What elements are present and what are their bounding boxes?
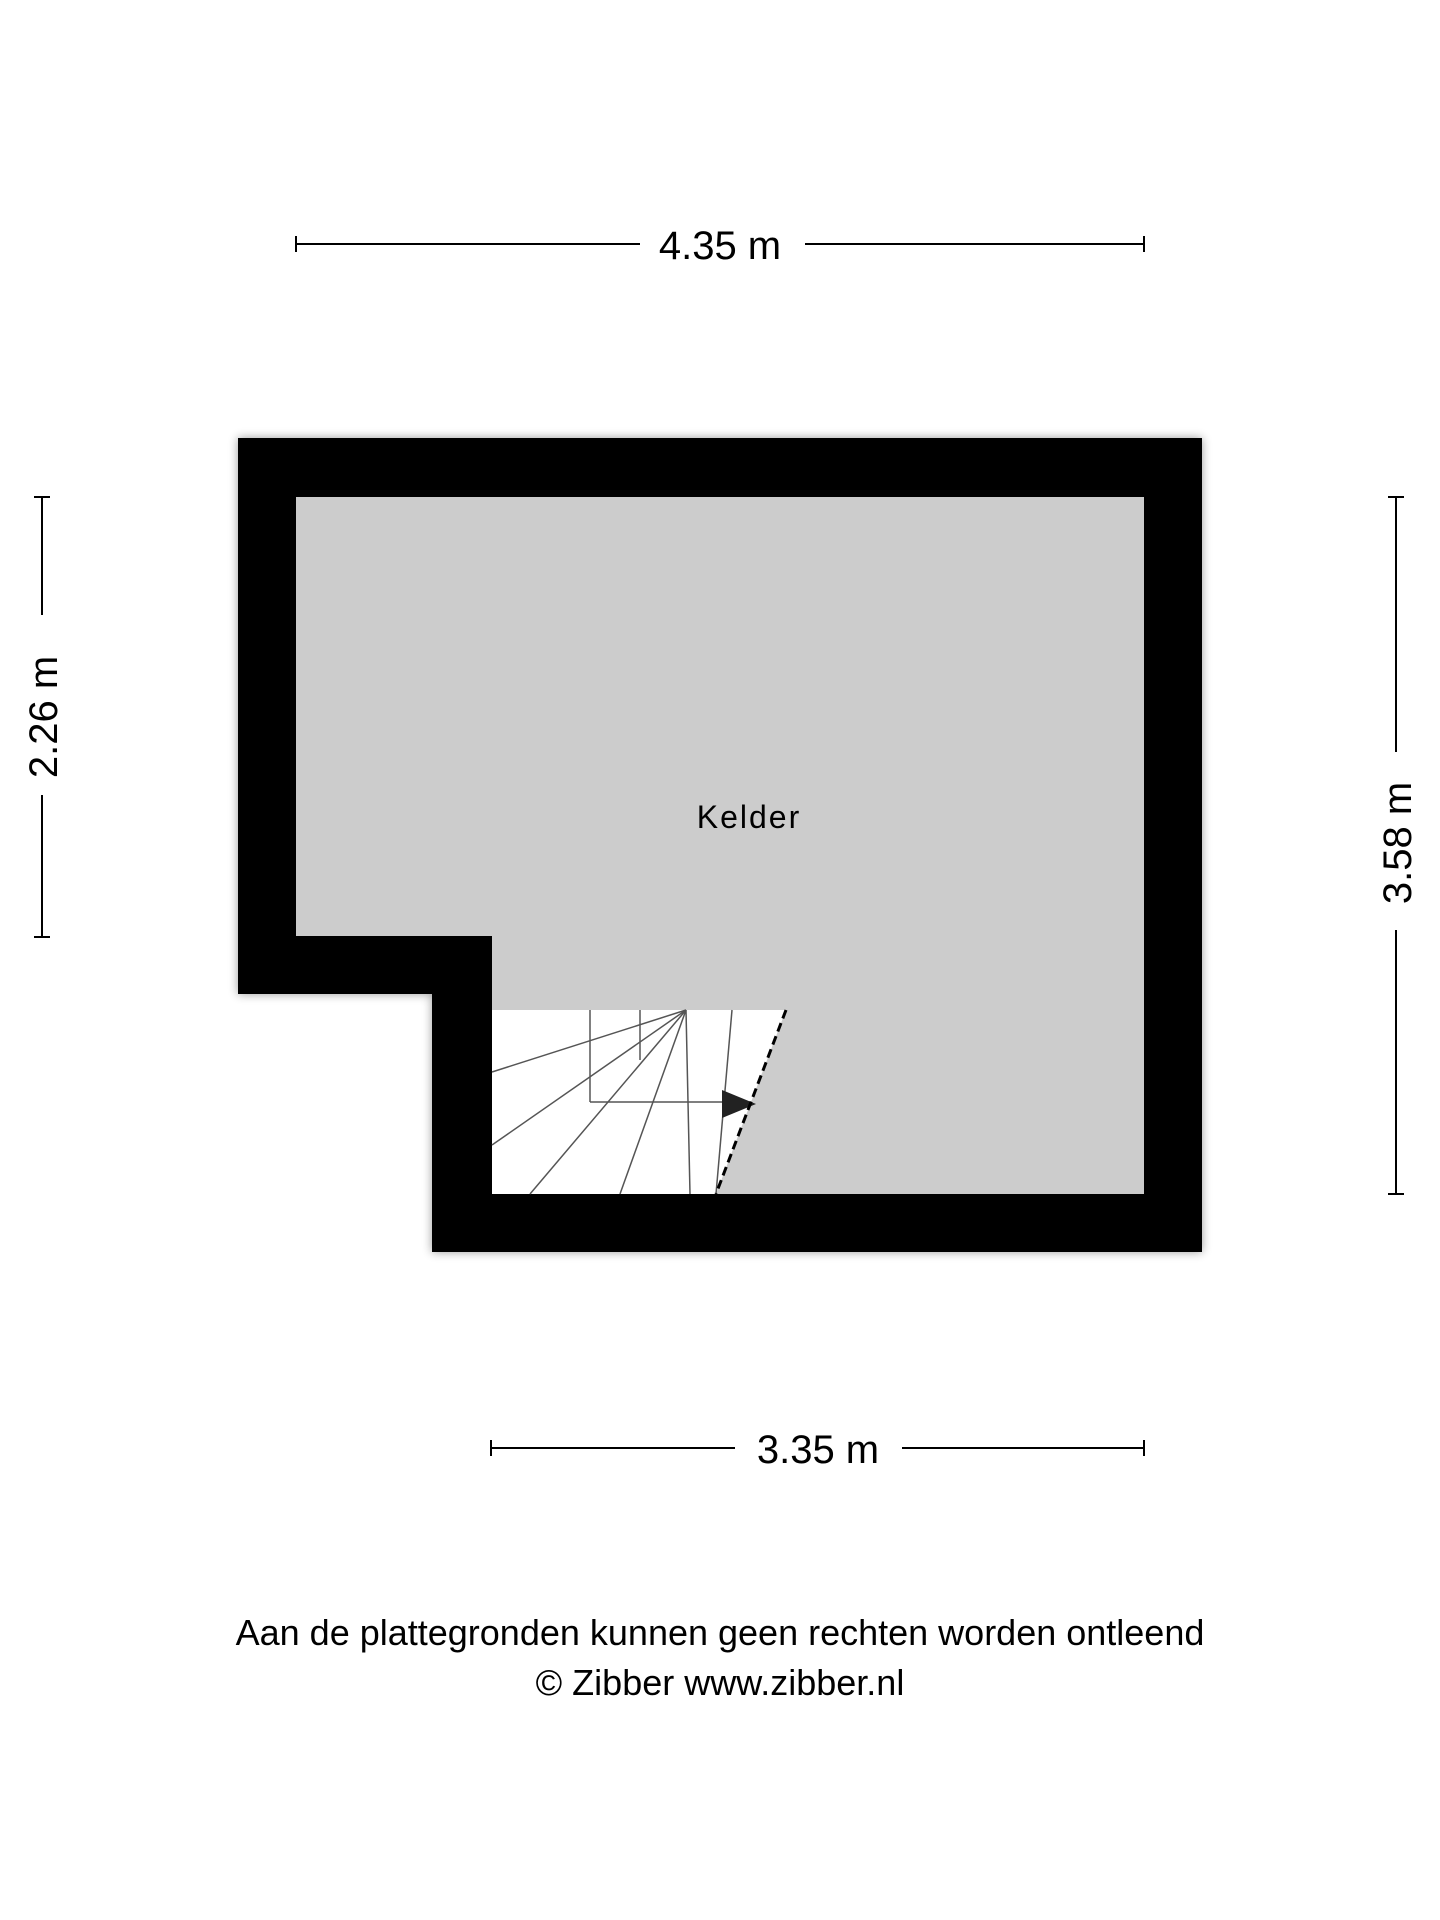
dimension-right [1376,497,1420,1194]
room-label-kelder: Kelder [696,799,802,835]
dimension-top-label: 4.35 m [658,224,782,268]
disclaimer-text: Aan de plattegronden kunnen geen rechten worden ontleend [235,1612,1205,1653]
dimension-bottom [491,1428,1144,1472]
dimension-left [22,497,66,937]
dimension-right-label: 3.58 m [1376,781,1420,905]
dimension-left-label: 2.26 m [22,655,66,779]
copyright-text: © Zibber www.zibber.nl [535,1662,905,1703]
dimension-top [296,224,1144,268]
dimension-bottom-label: 3.35 m [756,1428,880,1472]
